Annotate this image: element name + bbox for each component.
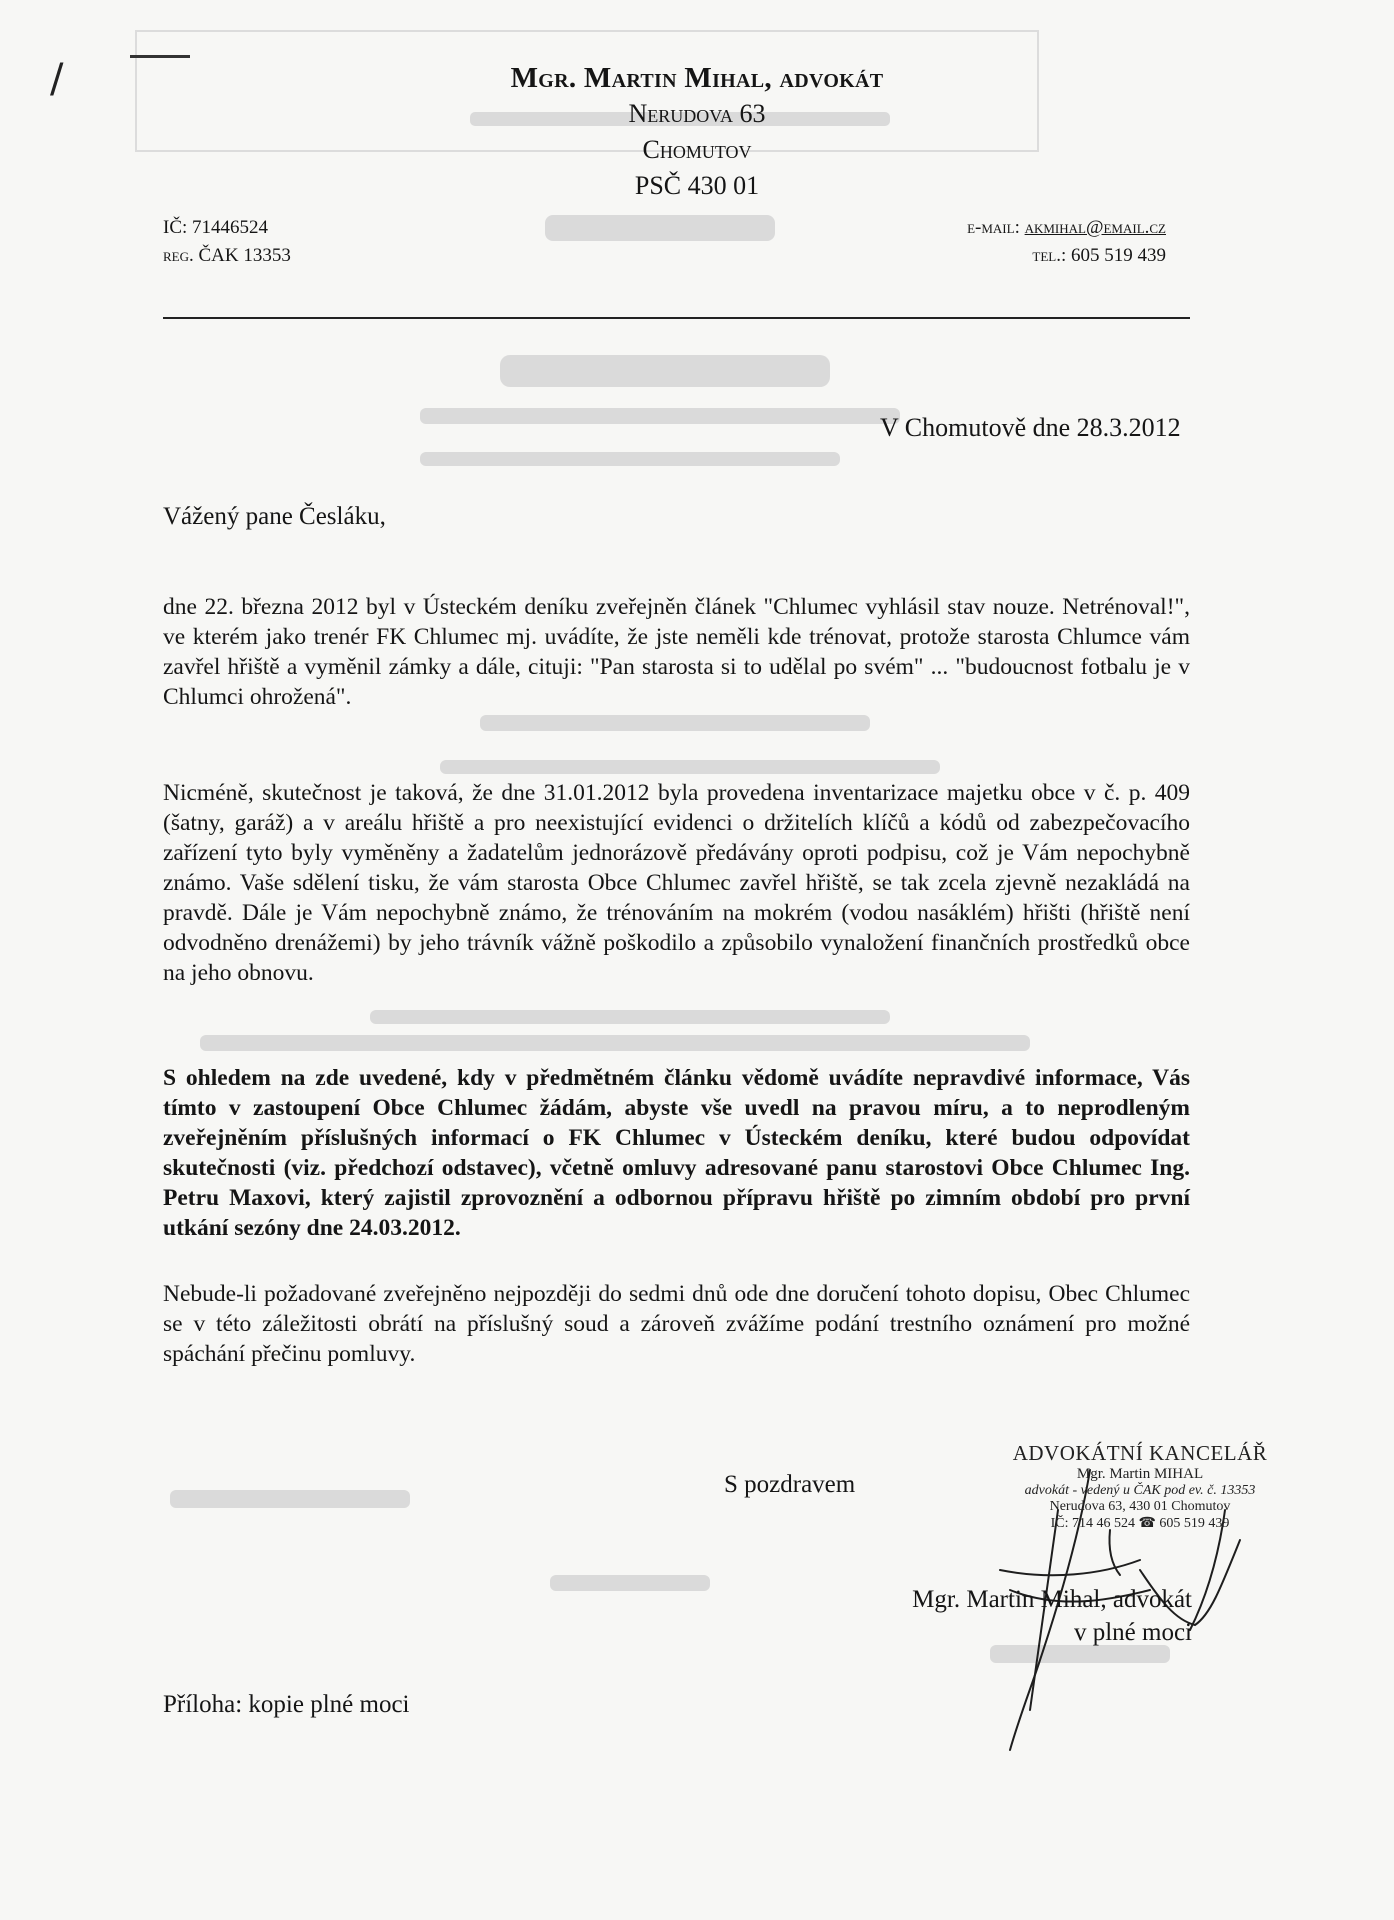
postal-code: PSČ 430 01	[634, 171, 760, 200]
stamp-address: Nerudova 63, 430 01 Chomutov	[1049, 1499, 1231, 1514]
contact-right-block	[967, 214, 1166, 270]
closing-greeting: S pozdravem	[724, 1471, 856, 1498]
bar-registration	[163, 242, 291, 270]
stamp-ids: IČ: 714 46 524 ☎ 605 519 439	[1050, 1516, 1230, 1531]
ic-number: IČ: 71446524	[163, 217, 269, 238]
stamp-lawyer-name: Mgr. Martin MIHAL	[1076, 1466, 1204, 1482]
signature-role: v plné moci	[1073, 1619, 1192, 1646]
hand-slash-mark: /	[50, 56, 64, 102]
city: Chomutov	[642, 135, 752, 164]
header-divider	[163, 317, 1190, 319]
street-address: Nerudova 63	[628, 99, 766, 128]
reg-prefix: reg.	[163, 245, 194, 266]
phone-number: 605 519 439	[1071, 245, 1166, 266]
date-line: V Chomutově dne 28.3.2012	[880, 413, 1181, 442]
email-address[interactable]: akmihal@email.cz	[1024, 217, 1166, 238]
email-line	[967, 214, 1166, 242]
signature-name: Mgr. Martin Mihal, advokát	[912, 1586, 1192, 1613]
paragraph-3-bold-request: S ohledem na zde uvedené, kdy v předmětném článku vědomě uvádíte nepravdivé informace, Vás tímto v zastoupení Obce Chlumec žádám, abyste vše uvedl na pravou míru, a to neprodleným zveřejněním příslušných informací o FK Chlumec v Ústeckém deníku, které budou odpovídat skutečnosti (viz. předchozí odstavec), včetně omluvy adresované panu starostovi Obce Chlumec Ing. Petru Maxovi, který zajistil zprovoznění a odbornou přípravu hřiště po zimním období pro první utkání sezóny dne 24.03.2012.	[163, 1065, 1190, 1241]
letterhead	[300, 60, 1094, 204]
attachment-note: Příloha: kopie plné moci	[163, 1691, 410, 1718]
salutation: Vážený pane Česláku,	[163, 503, 386, 530]
phone-prefix: tel.:	[1032, 245, 1067, 266]
reg-value: ČAK 13353	[198, 245, 291, 266]
paragraph-2: Nicméně, skutečnost je taková, že dne 31.01.2012 byla provedena inventarizace majetku obce v č. p. 409 (šatny, garáž) a v areálu hřiště a pro neexistující evidenci o držitelích klíčů a kódů od zabezpečovacího zařízení tyto byly vyměněny a žadatelům jednorázově předávány oproti podpisu, což je Vám nepochybně známo. Vaše sdělení tisku, že vám starosta Obce Chlumec zavřel hřiště, se tak zcela zjevně nezakládá na pravdě. Dále je Vám nepochybně známo, že trénováním na mokrém (vodou nasáklém) hřišti (hřiště není odvodněno drenážemi) by jeho trávník vážně poškodilo a způsobilo vynaložení finančních prostředků obce na jeho obnovu.	[163, 780, 1190, 986]
paragraph-1: dne 22. března 2012 byl v Ústeckém deníku zveřejněn článek "Chlumec vyhlásil stav nouze. Netrénoval!", ve kterém jako trenér FK Chlumec mj. uvádíte, že jste neměli kde trénovat, protože starosta Chlumce vám zavřel hřiště a vyměnil zámky a dále, cituji: "Pan starosta si to udělal po svém" ... "budoucnost fotbalu je v Chlumci ohrožená".	[163, 594, 1190, 710]
top-dash-mark	[130, 55, 190, 58]
stamp-office-title: ADVOKÁTNÍ KANCELÁŘ	[1012, 1441, 1268, 1465]
ids-left-block	[163, 214, 291, 270]
paragraph-4: Nebude-li požadované zveřejněno nejpozději do sedmi dnů ode dne doručení tohoto dopisu, Obec Chlumec se v této záležitosti obrátí na příslušný soud a zároveň zvážíme podání trestního oznámení pro možné spáchání přečinu pomluvy.	[163, 1281, 1190, 1367]
email-prefix: e-mail:	[967, 217, 1020, 238]
phone-line	[967, 242, 1166, 270]
lawyer-name: Mgr. Martin Mihal, advokát	[510, 62, 884, 94]
stamp-registration: advokát - vedený u ČAK pod ev. č. 13353	[1024, 1483, 1256, 1498]
